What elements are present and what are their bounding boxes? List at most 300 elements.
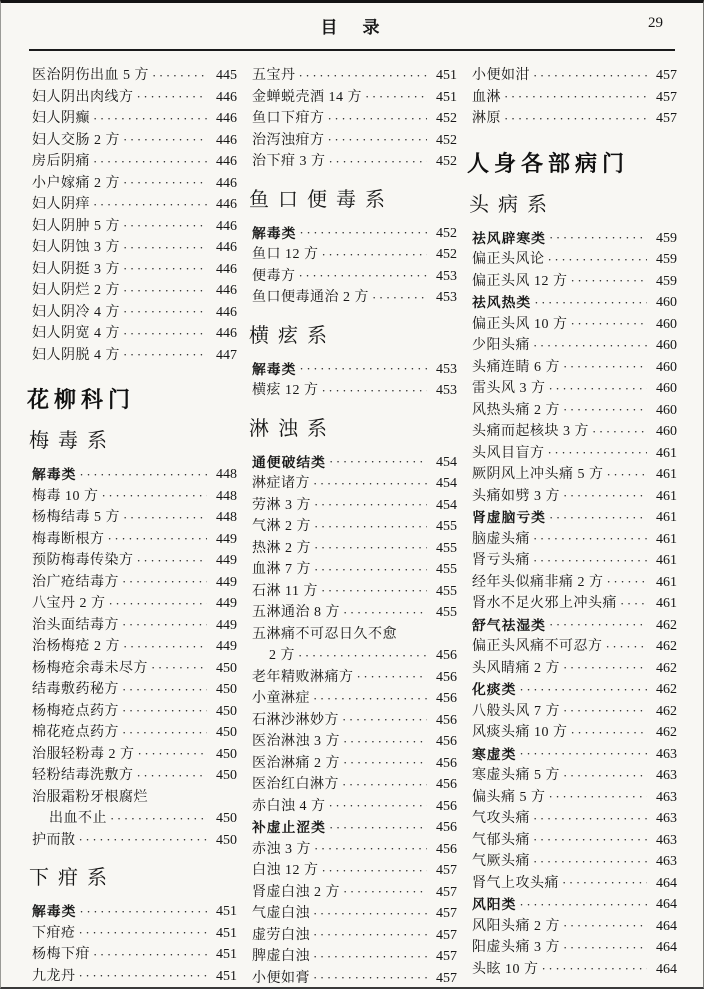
- page-ref: 451: [216, 947, 237, 962]
- toc-entry: [27, 130, 237, 152]
- entry-label: 头风目盲方: [472, 445, 545, 461]
- entry-label: 治杨梅疮 2 方: [32, 639, 120, 654]
- entry-label: 偏头痛 5 方: [472, 789, 546, 805]
- toc-category: [467, 615, 677, 637]
- page-ref: 460: [656, 338, 677, 353]
- dotted-leader: [606, 636, 648, 659]
- entry-label: 梅毒断根方: [32, 531, 105, 547]
- dotted-leader: [548, 442, 648, 465]
- page-ref: 446: [216, 304, 237, 320]
- toc-entry: [27, 744, 237, 766]
- page-ref: 463: [656, 768, 677, 783]
- entry-label: 头痛而起核块 3 方: [472, 424, 589, 439]
- page-ref: 462: [656, 703, 677, 719]
- page-ref: 450: [216, 660, 237, 676]
- page-ref: 446: [216, 283, 237, 298]
- entry-label: 治下疳 3 方: [252, 154, 326, 169]
- entry-label: 房后阴痛: [32, 154, 90, 169]
- entry-label: 解毒类: [32, 904, 77, 919]
- entry-label: 小户嫁痛 2 方: [32, 175, 120, 191]
- toc-entry: [27, 216, 237, 238]
- dotted-leader: [549, 227, 647, 250]
- page-ref: 456: [436, 648, 457, 663]
- page-ref: 457: [436, 863, 457, 878]
- dotted-leader: [329, 451, 427, 474]
- dotted-leader: [562, 872, 647, 895]
- page-ref: 455: [436, 605, 457, 620]
- page-ref: 457: [656, 68, 677, 83]
- page-ref: 451: [216, 925, 237, 941]
- series-header: 横痃系: [249, 324, 336, 347]
- entry-label: 祛风辟寒类: [472, 230, 546, 246]
- toc-entry: [467, 357, 677, 379]
- dotted-leader: [123, 215, 207, 238]
- page-ref: 446: [216, 218, 237, 234]
- entry-label: 医治淋浊 3 方: [252, 734, 340, 749]
- dotted-leader: [123, 237, 207, 260]
- entry-label: 金蝉蜕壳酒 14 方: [252, 89, 362, 105]
- entry-label: 阳虚头痛 3 方: [472, 940, 560, 955]
- page-ref: 456: [436, 841, 457, 857]
- entry-label: 头痛如劈 3 方: [472, 488, 560, 504]
- toc-entry: [247, 65, 457, 87]
- toc-entry: [247, 108, 457, 130]
- page-ref: 457: [436, 906, 457, 921]
- toc-entry: [27, 923, 237, 945]
- page-ref: 452: [436, 111, 457, 126]
- toc-entry: [467, 550, 677, 572]
- toc-entry: [247, 538, 457, 560]
- page-ref: 450: [216, 725, 237, 740]
- toc-entry: [467, 400, 677, 422]
- dotted-leader: [122, 571, 207, 594]
- toc-entry: [27, 345, 237, 367]
- entry-label: 解毒类: [32, 467, 77, 482]
- toc-entry-line1: [27, 787, 237, 809]
- entry-label: 肾虚脑亏类: [472, 510, 546, 525]
- toc-column: [247, 65, 457, 989]
- page-ref: 459: [656, 273, 677, 289]
- page-ref: 450: [216, 746, 237, 762]
- toc-entry: [247, 87, 457, 109]
- dotted-leader: [313, 967, 427, 989]
- page-ref: 452: [436, 247, 457, 262]
- dotted-leader: [299, 265, 428, 288]
- dotted-leader: [313, 473, 427, 496]
- page-title: 目 录: [320, 18, 384, 37]
- toc-entry: [467, 765, 677, 787]
- entry-label: 五淋通治 8 方: [252, 605, 340, 620]
- dotted-leader: [329, 817, 427, 840]
- toc-entry: [467, 314, 677, 336]
- dotted-leader: [314, 494, 427, 517]
- dotted-leader: [138, 743, 208, 766]
- toc-entry: [27, 572, 237, 594]
- dotted-leader: [123, 344, 207, 367]
- entry-label: 气郁头痛: [472, 832, 530, 848]
- page-ref: 456: [436, 820, 457, 835]
- toc-entry: [27, 615, 237, 637]
- toc-entry: [27, 194, 237, 216]
- entry-label: 偏正头风痛不可忍方: [472, 639, 603, 654]
- dotted-leader: [620, 593, 647, 616]
- entry-label: 淋症诸方: [252, 476, 310, 491]
- page-ref: 460: [656, 424, 677, 439]
- dotted-leader: [79, 901, 207, 924]
- toc-entry: [467, 572, 677, 594]
- dotted-leader: [571, 313, 648, 336]
- entry-label: 通便破结类: [252, 454, 326, 470]
- toc-entry: [27, 701, 237, 723]
- page-ref: 456: [436, 669, 457, 685]
- toc-entry: [467, 529, 677, 551]
- entry-label: 妇人阴烂 2 方: [32, 283, 120, 298]
- dotted-leader: [533, 65, 647, 87]
- toc-entry: [247, 731, 457, 753]
- dotted-leader: [533, 851, 647, 874]
- dotted-leader: [504, 108, 647, 131]
- entry-label: 医治淋痛 2 方: [252, 755, 340, 771]
- entry-label: 医治红白淋方: [252, 777, 339, 792]
- entry-label: 赤白浊 4 方: [252, 798, 326, 814]
- page-ref: 457: [436, 949, 457, 964]
- dotted-leader: [299, 65, 428, 87]
- dotted-leader: [299, 358, 427, 381]
- series-header: 淋浊系: [249, 417, 336, 440]
- dotted-leader: [563, 700, 647, 723]
- toc-category: [467, 744, 677, 766]
- entry-label: 肾虚白浊 2 方: [252, 884, 340, 900]
- entry-label: 脾虚白浊: [252, 949, 310, 964]
- entry-label: 预防梅毒传染方: [32, 553, 134, 568]
- dotted-leader: [102, 485, 208, 508]
- entry-label: 舒气祛湿类: [472, 617, 546, 633]
- dotted-leader: [314, 516, 427, 539]
- page-ref: 446: [216, 326, 237, 341]
- toc-entry: [27, 550, 237, 572]
- dotted-leader: [534, 292, 647, 315]
- page-ref: 459: [656, 252, 677, 267]
- page-ref: 451: [216, 968, 237, 984]
- dotted-leader: [343, 602, 427, 625]
- toc-category: [467, 894, 677, 916]
- entry-label: 头风睛痛 2 方: [472, 660, 560, 676]
- toc-entry: [27, 593, 237, 615]
- entry-label: 妇人阴脱 4 方: [32, 347, 120, 363]
- dotted-leader: [328, 129, 428, 152]
- dotted-leader: [137, 765, 208, 788]
- page-ref: 460: [656, 295, 677, 310]
- entry-label: 老年精败淋痛方: [252, 669, 354, 685]
- toc-entry: [467, 937, 677, 959]
- entry-label: 妇人阴痒: [32, 197, 90, 212]
- entry-label: 九龙丹: [32, 968, 76, 984]
- dotted-leader: [533, 550, 647, 573]
- page-ref: 455: [436, 583, 457, 599]
- toc-entry: [467, 378, 677, 400]
- dotted-leader: [328, 108, 428, 131]
- entry-label: 脑虚头痛: [472, 531, 530, 547]
- entry-label: 血淋 7 方: [252, 562, 311, 577]
- dotted-leader: [533, 528, 647, 551]
- toc-category: [467, 228, 677, 250]
- page-ref: 463: [656, 811, 677, 826]
- entry-label: 横痃 12 方: [252, 383, 319, 398]
- toc-entry-line1: [247, 624, 457, 646]
- entry-label: 妇人阴宽 4 方: [32, 326, 120, 341]
- entry-label: 肾气上攻头痛: [472, 875, 559, 891]
- dotted-leader: [123, 129, 207, 152]
- toc-entry: [247, 710, 457, 732]
- entry-label: 鱼口 12 方: [252, 247, 319, 262]
- page-ref: 461: [656, 445, 677, 461]
- toc-entry: [27, 323, 237, 345]
- dotted-leader: [548, 249, 648, 272]
- page-ref: 453: [436, 290, 457, 305]
- page-ref: 461: [656, 467, 677, 482]
- dotted-leader: [549, 786, 648, 809]
- dotted-leader: [79, 464, 207, 487]
- toc-entry: [27, 65, 237, 87]
- entry-label: 头眩 10 方: [472, 961, 539, 977]
- dotted-leader: [314, 537, 427, 560]
- page-ref: 451: [436, 68, 457, 83]
- entry-label: 风痰头痛 10 方: [472, 725, 568, 740]
- toc-entry: [247, 688, 457, 710]
- page-ref: 455: [436, 562, 457, 577]
- page-ref: 453: [436, 383, 457, 398]
- toc-entry: [27, 679, 237, 701]
- toc-entry: [467, 701, 677, 723]
- page-ref: 456: [436, 691, 457, 706]
- entry-label: 出血不止: [49, 811, 107, 826]
- entry-label: 解毒类: [252, 361, 297, 377]
- entry-label: 结毒敷药秘方: [32, 682, 119, 697]
- dotted-leader: [79, 922, 208, 945]
- entry-label: 雷头风 3 方: [472, 381, 546, 396]
- toc-entry: [467, 464, 677, 486]
- toc-entry: [27, 507, 237, 529]
- dotted-leader: [563, 765, 647, 788]
- entry-label: 便毒方: [252, 268, 296, 284]
- toc-entry: [27, 173, 237, 195]
- dotted-leader: [322, 244, 428, 267]
- part-header: 花柳科门: [27, 387, 136, 412]
- toc-entry: [27, 529, 237, 551]
- page-ref: 462: [656, 725, 677, 740]
- entry-label: 寒虚头痛 5 方: [472, 768, 560, 783]
- toc-entry: [27, 830, 237, 852]
- entry-label: 气攻头痛: [472, 811, 530, 826]
- page-ref: 460: [656, 359, 677, 375]
- dotted-leader: [549, 507, 647, 530]
- entry-label: 杨梅结毒 5 方: [32, 510, 120, 525]
- page-ref: 448: [216, 510, 237, 525]
- toc-category: [467, 679, 677, 701]
- toc-entry: [247, 882, 457, 904]
- toc-entry: [27, 151, 237, 173]
- entry-label: 赤浊 3 方: [252, 841, 311, 857]
- entry-label: 医治阴伤出血 5 方: [32, 68, 149, 83]
- entry-label: 杨梅疮点药方: [32, 703, 119, 719]
- entry-label: 偏正头风 10 方: [472, 316, 568, 332]
- dotted-leader: [110, 808, 207, 831]
- entry-label: 经年头似痛非痛 2 方: [472, 574, 604, 590]
- page-ref: 457: [436, 884, 457, 900]
- series-header: 下疳系: [29, 867, 116, 889]
- toc-entry: [27, 765, 237, 787]
- toc-entry: [467, 722, 677, 744]
- dotted-leader: [329, 795, 428, 818]
- page-ref: 449: [216, 574, 237, 590]
- page-ref: 446: [216, 154, 237, 169]
- page-ref: 461: [656, 488, 677, 504]
- toc-entry: [247, 244, 457, 266]
- dotted-leader: [152, 65, 207, 87]
- toc-entry: [247, 287, 457, 309]
- page-ref: 464: [656, 918, 677, 934]
- toc-entry: [467, 443, 677, 465]
- page-ref: 463: [656, 854, 677, 869]
- toc-column: [467, 65, 677, 989]
- dotted-leader: [343, 752, 427, 775]
- dotted-leader: [542, 958, 648, 981]
- dotted-leader: [322, 860, 428, 883]
- dotted-leader: [519, 743, 647, 766]
- dotted-leader: [563, 657, 647, 680]
- toc-entry: [247, 839, 457, 861]
- toc-category: [247, 359, 457, 381]
- dotted-leader: [313, 924, 427, 947]
- page-ref: 456: [436, 777, 457, 792]
- toc-entry: [467, 808, 677, 830]
- page-ref: 462: [656, 682, 677, 697]
- toc-entry: [467, 658, 677, 680]
- entry-label: 妇人交肠 2 方: [32, 132, 120, 148]
- entry-label: 寒虚类: [472, 746, 517, 762]
- toc-content: [1, 51, 703, 989]
- toc-entry: [247, 559, 457, 581]
- page-ref: 460: [656, 316, 677, 332]
- page-ref: 446: [216, 261, 237, 277]
- dotted-leader: [314, 559, 427, 582]
- entry-label: 棉花疮点药方: [32, 725, 119, 740]
- entry-label: 治服霜粉牙根腐烂: [32, 789, 148, 805]
- entry-label: 厥阴风上冲头痛 5 方: [472, 467, 604, 482]
- dotted-leader: [365, 86, 427, 109]
- page-ref: 457: [436, 970, 457, 986]
- dotted-leader: [109, 593, 208, 616]
- page-ref: 461: [656, 574, 677, 590]
- page-ref: 463: [656, 789, 677, 805]
- page-ref: 452: [436, 154, 457, 169]
- toc-entry: [247, 925, 457, 947]
- dotted-leader: [563, 399, 647, 422]
- dotted-leader: [122, 700, 207, 723]
- page-ref: 462: [656, 660, 677, 676]
- dotted-leader: [123, 636, 207, 659]
- toc-entry: [467, 249, 677, 271]
- page-ref: 452: [436, 132, 457, 148]
- entry-label: 肾水不足火邪上冲头痛: [472, 596, 617, 611]
- toc-entry-line2: [247, 645, 457, 667]
- page-ref: 451: [216, 904, 237, 919]
- dotted-leader: [549, 614, 647, 637]
- page-ref: 459: [656, 230, 677, 246]
- toc-entry: [467, 65, 677, 87]
- entry-label: 2 方: [269, 648, 295, 663]
- toc-entry: [247, 473, 457, 495]
- dotted-leader: [122, 679, 207, 702]
- page-ref: 462: [656, 639, 677, 654]
- entry-label: 五宝丹: [252, 68, 296, 83]
- toc-entry: [27, 280, 237, 302]
- page-header: [1, 3, 703, 43]
- page-ref: 461: [656, 510, 677, 525]
- entry-label: 八宝丹 2 方: [32, 596, 106, 611]
- page-ref: 455: [436, 519, 457, 534]
- toc-entry: [247, 130, 457, 152]
- toc-entry: [467, 593, 677, 615]
- toc-entry: [247, 581, 457, 603]
- entry-label: 血淋: [472, 89, 501, 105]
- toc-entry: [27, 966, 237, 988]
- page-ref: 446: [216, 197, 237, 212]
- toc-entry: [247, 774, 457, 796]
- entry-label: 妇人阴冷 4 方: [32, 304, 120, 320]
- page-ref: 454: [436, 497, 457, 513]
- page-ref: 456: [436, 734, 457, 749]
- dotted-leader: [563, 485, 647, 508]
- page-ref: 456: [436, 798, 457, 814]
- toc-entry: [247, 753, 457, 775]
- dotted-leader: [93, 108, 207, 131]
- toc-entry: [467, 87, 677, 109]
- entry-label: 风阳头痛 2 方: [472, 918, 560, 934]
- dotted-leader: [321, 580, 427, 603]
- entry-label: 八般头风 7 方: [472, 703, 560, 719]
- dotted-leader: [313, 688, 427, 711]
- entry-label: 妇人阴癫: [32, 111, 90, 126]
- entry-label: 白浊 12 方: [252, 863, 319, 878]
- toc-entry: [27, 259, 237, 281]
- dotted-leader: [343, 881, 427, 904]
- page-ref: 446: [216, 175, 237, 191]
- toc-column: [27, 65, 237, 989]
- toc-entry: [467, 873, 677, 895]
- toc-entry: [247, 903, 457, 925]
- toc-entry: [247, 516, 457, 538]
- dotted-leader: [504, 86, 647, 109]
- entry-label: 少阳头痛: [472, 338, 530, 353]
- entry-label: 劳淋 3 方: [252, 497, 311, 513]
- page-ref: 447: [216, 347, 237, 363]
- page-ref: 460: [656, 381, 677, 396]
- toc-entry: [467, 335, 677, 357]
- dotted-leader: [122, 722, 207, 745]
- toc-category: [247, 223, 457, 245]
- toc-entry: [27, 108, 237, 130]
- dotted-leader: [563, 937, 647, 960]
- page-ref: 457: [656, 89, 677, 105]
- toc-entry: [467, 830, 677, 852]
- entry-label: 气淋 2 方: [252, 519, 311, 534]
- dotted-leader: [563, 915, 647, 938]
- entry-label: 石淋沙淋妙方: [252, 712, 339, 728]
- dotted-leader: [123, 172, 207, 195]
- page-ref: 449: [216, 596, 237, 611]
- page-ref: 449: [216, 617, 237, 633]
